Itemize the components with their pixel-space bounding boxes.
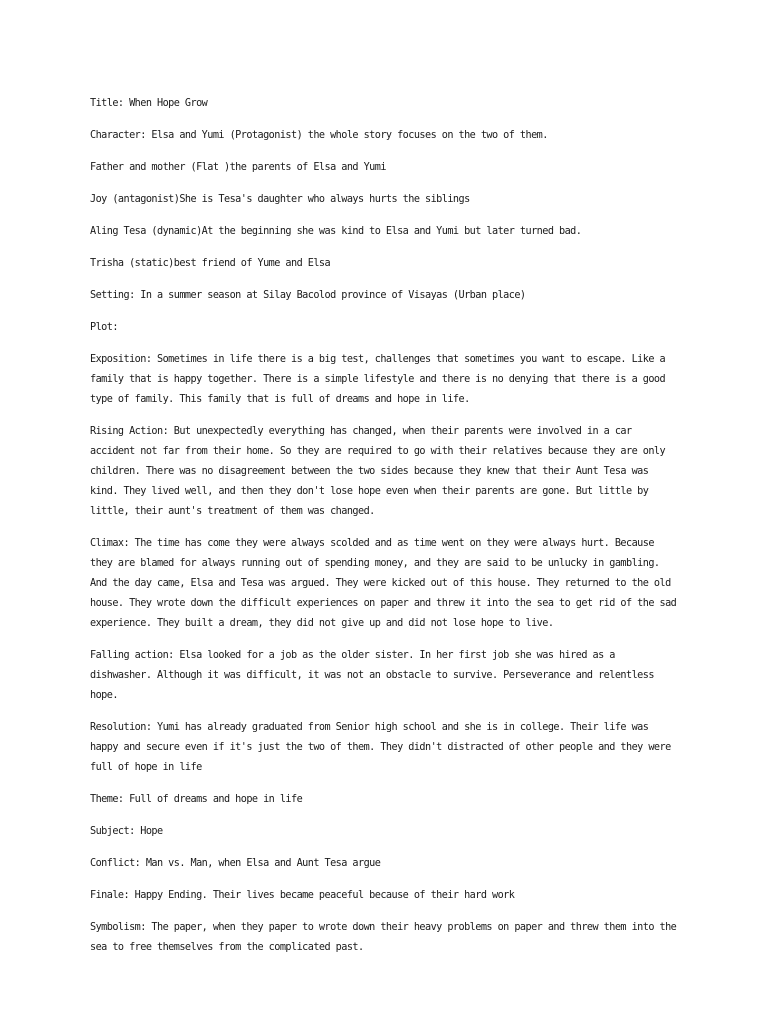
trisha-line: Trisha (static)best friend of Yume and Elsa bbox=[90, 258, 331, 269]
parents-line: Father and mother (Flat )the parents of Elsa and Yumi bbox=[90, 162, 386, 173]
climax-paragraph: Climax: The time has come they were always scolded and as time went on they were always hurt. Because they are blamed for always running out of spending money, and they are said to be unlucky in gambling. And the day came, Elsa and Tesa was argued. They were kicked out of this house. They returned to the old house. They wrote down the difficult experiences on paper and threw it into the sea to get rid of the sad experience. They built a dream, they did not give up and did not lose hope to live. bbox=[90, 538, 677, 629]
title-line: Title: When Hope Grow bbox=[90, 98, 208, 109]
exposition-paragraph: Exposition: Sometimes in life there is a big test, challenges that sometimes you want to escape. Like a family that is happy together. There is a simple lifestyle and there is no denying that there is a good type of family. This family that is full of dreams and hope in life. bbox=[90, 354, 666, 405]
document-page bbox=[90, 94, 680, 970]
theme-line: Theme: Full of dreams and hope in life bbox=[90, 794, 303, 805]
plot-heading: Plot: bbox=[90, 322, 118, 333]
resolution-paragraph: Resolution: Yumi has already graduated from Senior high school and she is in college. Their life was happy and secure even if it's just the two of them. They didn't distracted of other people and they were full of hope in life bbox=[90, 722, 671, 773]
rising-action-paragraph: Rising Action: But unexpectedly everything has changed, when their parents were involved in a car accident not far from their home. So they are required to go with their relatives because they are only children. There was no disagreement between the two sides because they knew that their Aunt Tesa was kind. They lived well, and then they don't lose hope even when their parents are gone. But little by little, their aunt's treatment of them was changed. bbox=[90, 426, 666, 517]
falling-action-paragraph: Falling action: Elsa looked for a job as the older sister. In her first job she was hired as a dishwasher. Although it was difficult, it was not an obstacle to survive. Perseverance and relentless hope. bbox=[90, 650, 654, 701]
character-line: Character: Elsa and Yumi (Protagonist) the whole story focuses on the two of them. bbox=[90, 130, 548, 141]
joy-line: Joy (antagonist)She is Tesa's daughter who always hurts the siblings bbox=[90, 194, 470, 205]
symbolism-paragraph: Symbolism: The paper, when they paper to wrote down their heavy problems on paper and threw them into the sea to free themselves from the complicated past. bbox=[90, 922, 677, 953]
subject-line: Subject: Hope bbox=[90, 826, 163, 837]
conflict-line: Conflict: Man vs. Man, when Elsa and Aunt Tesa argue bbox=[90, 858, 381, 869]
finale-line: Finale: Happy Ending. Their lives became peaceful because of their hard work bbox=[90, 890, 515, 901]
setting-line: Setting: In a summer season at Silay Bacolod province of Visayas (Urban place) bbox=[90, 290, 526, 301]
aling-tesa-line: Aling Tesa (dynamic)At the beginning she was kind to Elsa and Yumi but later turned bad. bbox=[90, 226, 582, 237]
